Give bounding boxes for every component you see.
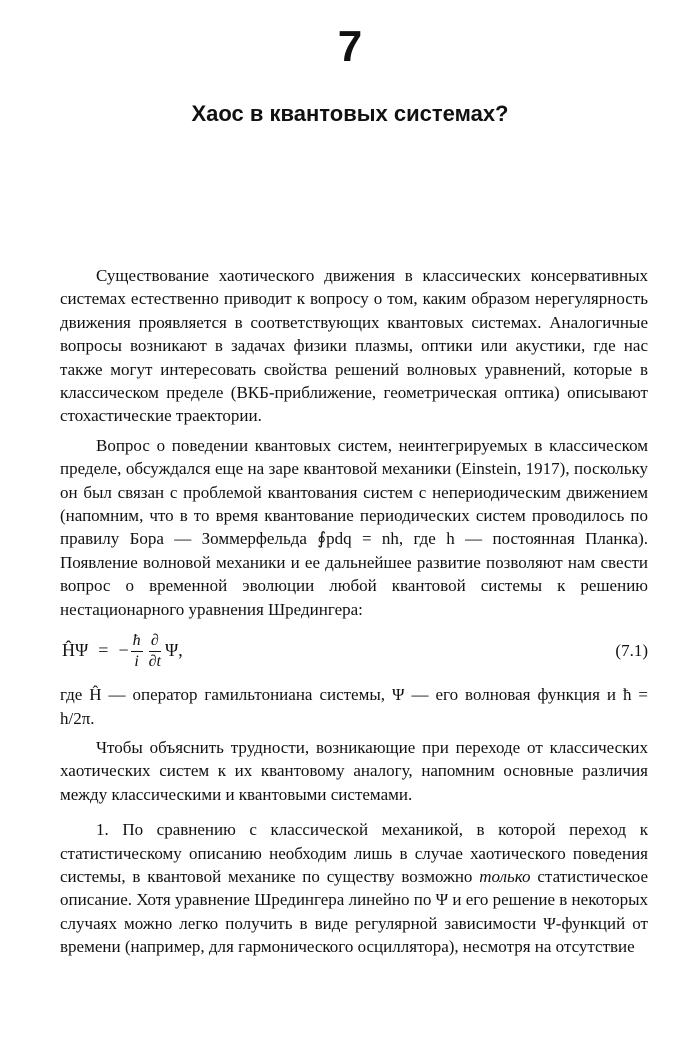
paragraph-5: [60, 818, 648, 958]
equation-rhs: Ψ,: [164, 640, 183, 661]
paragraph-1: Существование хаотического движения в классических консервативных системах естественно приводит к вопросу о том, каким образом нерегулярность движения проявляется в соответствующих квантовых системах. Аналогичные вопросы возникают в задачах физики плазмы, оптики или акустики, где нас также могут интересовать свойства решений волновых уравнений, которые в классическом пределе (ВКБ-приближение, геометрическая оптика) описывают стохастические траектории.: [60, 266, 648, 426]
fraction-numerator: ∂: [149, 632, 161, 652]
equation-equals: =: [98, 640, 109, 661]
equation-number: (7.1): [615, 641, 648, 661]
chapter-number: 7: [337, 22, 363, 71]
equation-fraction-partial-t: [147, 632, 163, 671]
equation-body: [62, 625, 183, 677]
paragraph-5-start: 1. По сравнению с классической механикой, в которой переход к статистическому описанию необходим лишь в случае хаотического поведения системы, в квантовой механике по существу возможно: [60, 820, 648, 886]
paragraph-5-end: статистическое описание. Хотя уравнение Шредингера линейно по Ψ и его решение в некоторых случаях можно легко получить в виде регулярной зависимости Ψ-функций от времени (например, для гармонического осциллятора), несмотря на отсутствие: [60, 866, 648, 957]
paragraph-2: Вопрос о поведении квантовых систем, неинтегрируемых в классическом пределе, обсуждался еще на заре квантовой механики (Einstein, 1917), поскольку он был связан с проблемой квантования систем с непериодическим движением (напомним, что в то время квантование периодических систем проводилось по правилу Бора — Зоммерфельда ∮pdq = nh, где h — постоянная Планка). Появление волновой механики и ее дальнейшее развитие позволяют нам свести вопрос о временной эволюции любой квантовой системы к решению нестационарного уравнения Шредингера:: [60, 435, 648, 619]
equation-lhs: ĤΨ: [62, 640, 89, 661]
paragraph-4: Чтобы объяснить трудности, возникающие при переходе от классических хаотических систем к их квантовому аналогу, напомним основные различия между классическими и квантовыми системами.: [60, 737, 648, 804]
equation-fraction-hbar-over-i: [131, 632, 143, 671]
equation-7-1: [60, 625, 648, 677]
paragraph-5-emphasis: только: [479, 866, 531, 886]
paragraph-3: где Ĥ — оператор гамильтониана системы, Ψ — его волновая функция и ħ = h/2π.: [60, 685, 648, 728]
fraction-numerator: ħ: [131, 632, 143, 652]
body-text: [60, 264, 648, 959]
equation-minus: −: [118, 640, 129, 661]
fraction-denominator: i: [134, 652, 139, 670]
fraction-denominator: ∂t: [148, 652, 161, 670]
chapter-title: Хаос в квантовых системах?: [191, 101, 509, 126]
